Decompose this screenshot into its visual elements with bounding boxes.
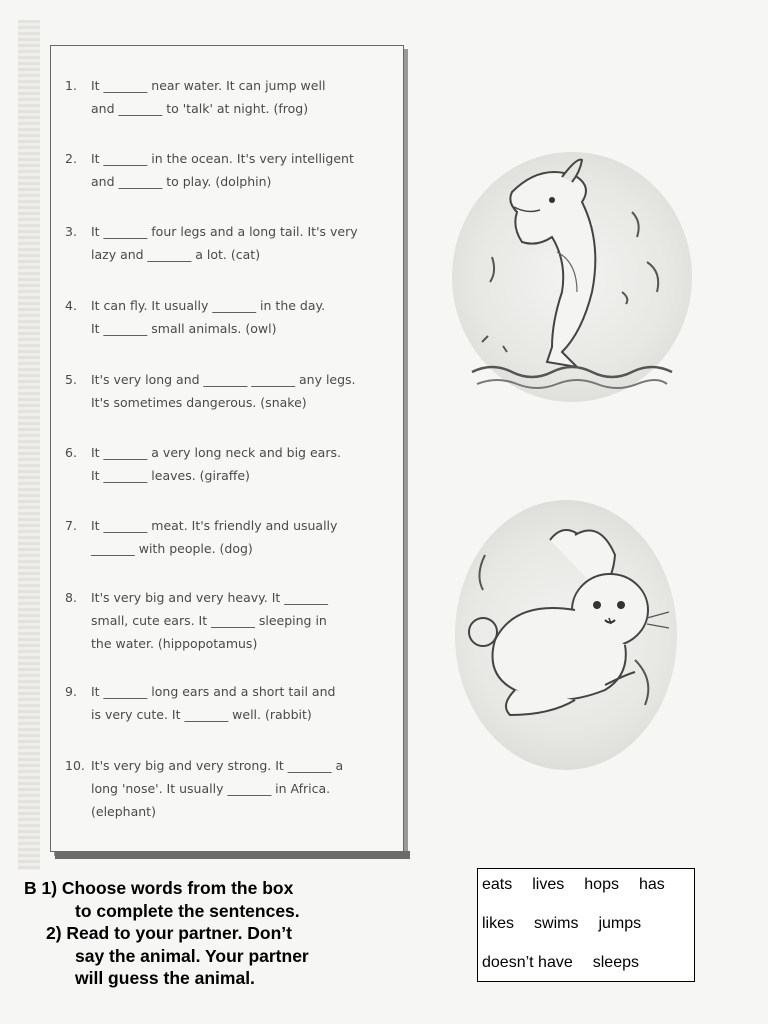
question-line: long 'nose'. It usually _______ in Africa. — [91, 781, 331, 796]
instruction-line: to complete the sentences. — [75, 900, 300, 921]
question-line: It _______ four legs and a long tail. It's very — [91, 224, 358, 239]
word-box-row — [482, 876, 665, 894]
word-option: doesn’t have — [482, 954, 573, 971]
instructions — [24, 877, 454, 990]
question-number: 10. — [65, 758, 85, 773]
question-line: It _______ meat. It's friendly and usually — [91, 518, 338, 533]
word-option: hops — [584, 876, 619, 893]
question-line: It _______ small animals. (owl) — [91, 321, 277, 336]
word-box-row — [482, 915, 641, 933]
instruction-line: say the animal. Your partner — [75, 945, 309, 966]
question-line: It _______ long ears and a short tail and — [91, 684, 336, 699]
question-line: It's very big and very heavy. It _______ — [91, 590, 329, 605]
question-6 — [65, 441, 395, 487]
word-option: sleeps — [592, 954, 639, 971]
question-line: (elephant) — [91, 804, 156, 819]
question-10 — [65, 754, 395, 823]
exercise-worksheet — [50, 45, 404, 852]
question-line: It's sometimes dangerous. (snake) — [91, 395, 307, 410]
question-line: It _______ leaves. (giraffe) — [91, 468, 250, 483]
question-number: 8. — [65, 590, 77, 605]
question-number: 1. — [65, 78, 77, 93]
dolphin-illustration — [452, 152, 692, 402]
word-option: jumps — [598, 915, 642, 932]
question-8 — [65, 586, 395, 655]
question-number: 9. — [65, 684, 77, 699]
word-option: eats — [482, 876, 513, 893]
rabbit-illustration — [455, 500, 677, 770]
question-line: and _______ to 'talk' at night. (frog) — [91, 101, 309, 116]
word-box — [477, 868, 695, 982]
instruction-line: will guess the animal. — [75, 968, 255, 988]
word-option: has — [638, 876, 665, 893]
word-option: lives — [532, 876, 565, 893]
question-line: small, cute ears. It _______ sleeping in — [91, 613, 327, 628]
question-line: _______ with people. (dog) — [91, 541, 253, 556]
question-number: 2. — [65, 151, 77, 166]
question-line: and _______ to play. (dolphin) — [91, 174, 272, 189]
question-line: lazy and _______ a lot. (cat) — [91, 247, 261, 262]
question-line: It _______ near water. It can jump well — [91, 78, 326, 93]
question-2 — [65, 147, 395, 193]
question-3 — [65, 220, 395, 266]
rabbit-icon — [455, 500, 677, 770]
worksheet-bottom-border — [55, 851, 410, 859]
question-number: 6. — [65, 445, 77, 460]
question-5 — [65, 368, 395, 414]
question-line: It's very big and very strong. It _______ a — [91, 758, 344, 773]
question-line: It _______ a very long neck and big ears. — [91, 445, 341, 460]
question-1 — [65, 74, 395, 120]
question-number: 7. — [65, 518, 77, 533]
question-9 — [65, 680, 395, 726]
instruction-line: B 1) Choose words from the box — [24, 878, 294, 898]
dolphin-icon — [452, 152, 692, 402]
instruction-line: 2) Read to your partner. Don’t — [46, 923, 292, 943]
question-line: It can fly. It usually _______ in the day. — [91, 298, 326, 313]
question-number: 5. — [65, 372, 77, 387]
word-box-row — [482, 954, 639, 972]
question-number: 3. — [65, 224, 77, 239]
question-line: is very cute. It _______ well. (rabbit) — [91, 707, 312, 722]
question-line: It _______ in the ocean. It's very intelligent — [91, 151, 354, 166]
question-number: 4. — [65, 298, 77, 313]
question-line: the water. (hippopotamus) — [91, 636, 258, 651]
question-line: It's very long and _______ _______ any legs. — [91, 372, 356, 387]
question-4 — [65, 294, 395, 340]
scan-edge-shadow — [18, 20, 40, 870]
word-option: swims — [534, 915, 579, 932]
question-7 — [65, 514, 395, 560]
word-option: likes — [482, 915, 515, 932]
